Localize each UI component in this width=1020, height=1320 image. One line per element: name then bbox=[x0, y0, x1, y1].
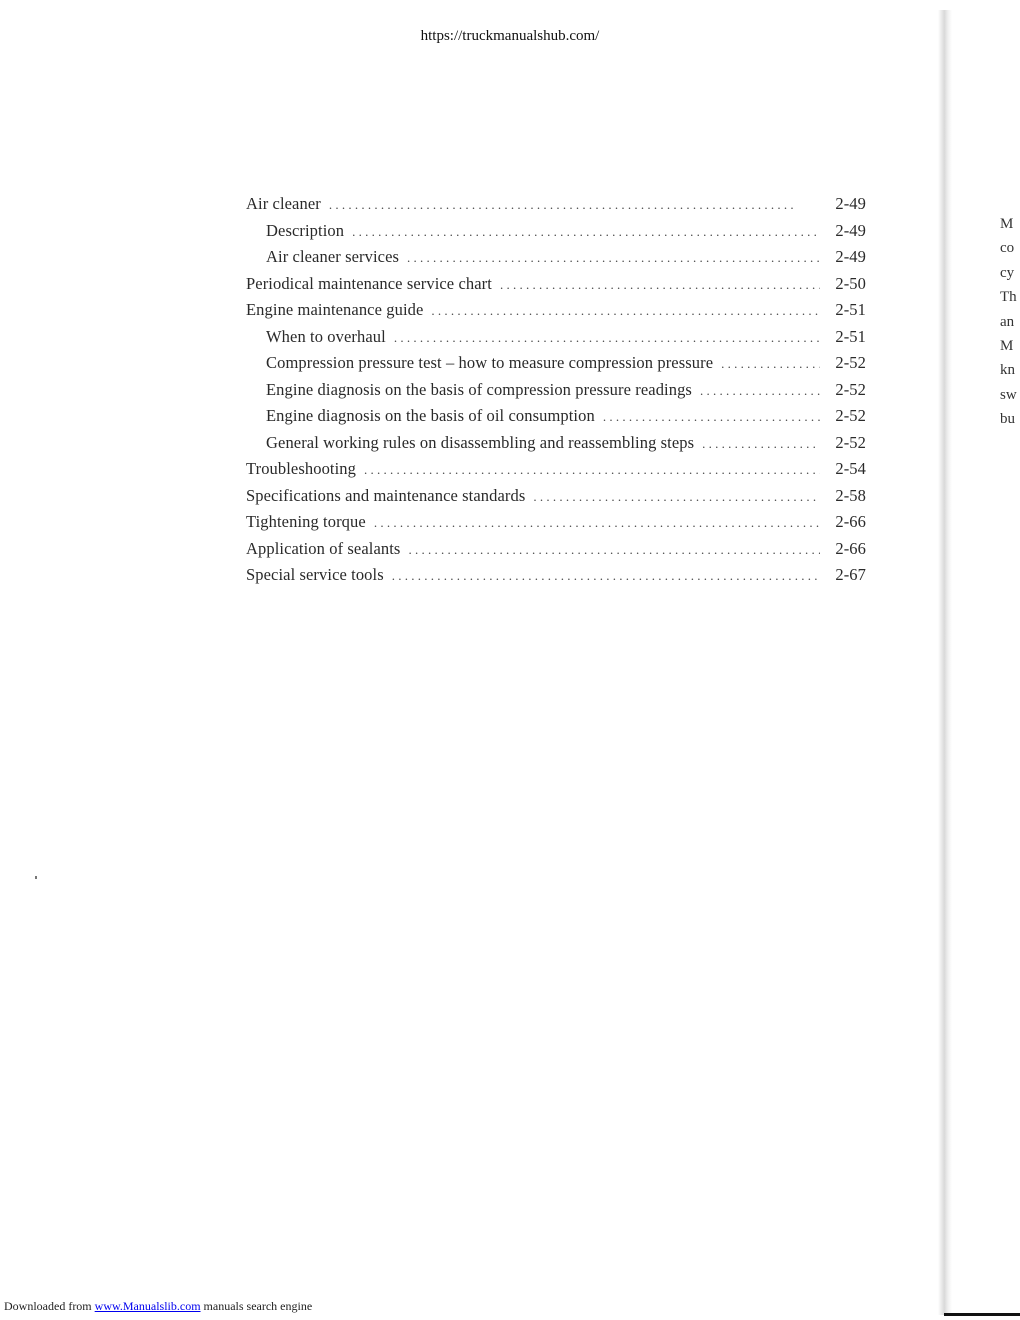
dot-leader bbox=[329, 197, 820, 213]
facing-page-text: cy bbox=[1000, 264, 1015, 281]
toc-entry-tightening-torque bbox=[246, 512, 866, 539]
toc-entry-title: Engine maintenance guide bbox=[246, 300, 424, 319]
toc-entry-page: 2-52 bbox=[835, 406, 866, 425]
toc-entry-page: 2-67 bbox=[835, 565, 866, 584]
dot-leader bbox=[702, 436, 820, 452]
dot-leader bbox=[721, 356, 820, 372]
toc-entry-troubleshooting bbox=[246, 459, 866, 486]
toc-entry-page: 2-50 bbox=[835, 273, 866, 293]
toc-entry-title: Specifications and maintenance standards bbox=[246, 485, 526, 505]
toc-entry-title: Special service tools bbox=[246, 565, 384, 584]
toc-entry-title: Engine diagnosis on the basis of compression pressure readings bbox=[266, 379, 692, 399]
toc-entry-diagnosis-compression bbox=[246, 380, 866, 407]
facing-page-text: M bbox=[1000, 338, 1014, 355]
toc-entry-title: Air cleaner services bbox=[266, 247, 400, 266]
toc-entry-page: 2-51 bbox=[835, 300, 866, 319]
toc-entry-description bbox=[246, 221, 866, 248]
toc-entry-title: When to overhaul bbox=[266, 326, 386, 346]
dot-leader bbox=[603, 409, 820, 425]
manualslib-link[interactable]: www.Manualslib.com bbox=[94, 1299, 201, 1313]
dot-leader bbox=[392, 568, 820, 584]
footer-prefix: Downloaded from bbox=[4, 1299, 92, 1313]
toc-entry-air-cleaner-services bbox=[246, 247, 866, 274]
toc-entry-title: Tightening torque bbox=[246, 512, 366, 531]
toc-entry-air-cleaner bbox=[246, 194, 866, 221]
toc-entry-page: 2-49 bbox=[835, 220, 866, 240]
toc-entry-general-working-rules bbox=[246, 433, 866, 460]
facing-page-text: an bbox=[1000, 313, 1015, 330]
dot-leader bbox=[394, 330, 820, 346]
facing-page-text: Th bbox=[1000, 289, 1017, 306]
toc-entry-engine-maintenance-guide bbox=[246, 300, 866, 327]
facing-page-text: M bbox=[1000, 216, 1014, 232]
toc-entry-title: Engine diagnosis on the basis of oil consumption bbox=[266, 406, 595, 425]
dot-leader bbox=[533, 489, 820, 505]
toc-entry-title: Periodical maintenance service chart bbox=[246, 273, 492, 293]
dot-leader bbox=[407, 250, 820, 266]
dot-leader bbox=[500, 277, 820, 293]
toc-entry-title: Description bbox=[266, 220, 345, 240]
footer-suffix: manuals search engine bbox=[203, 1299, 313, 1313]
facing-page-text: sw bbox=[1000, 386, 1017, 403]
dot-leader bbox=[352, 224, 820, 240]
toc-entry-page: 2-49 bbox=[835, 194, 866, 213]
download-footer bbox=[4, 1299, 312, 1314]
toc-entry-when-to-overhaul bbox=[246, 327, 866, 354]
toc-entry-page: 2-52 bbox=[835, 379, 866, 399]
table-of-contents bbox=[246, 194, 866, 592]
dot-leader bbox=[364, 462, 820, 478]
toc-entry-diagnosis-oil bbox=[246, 406, 866, 433]
toc-entry-page: 2-58 bbox=[835, 485, 866, 505]
toc-entry-title: Troubleshooting bbox=[246, 459, 356, 478]
toc-entry-page: 2-66 bbox=[835, 512, 866, 531]
book-spine-shadow bbox=[938, 10, 952, 1315]
facing-page-text: bu bbox=[1000, 411, 1015, 428]
toc-entry-periodical-maintenance bbox=[246, 274, 866, 301]
header-url: https://truckmanualshub.com/ bbox=[420, 28, 600, 44]
toc-entry-application-of-sealants bbox=[246, 539, 866, 566]
facing-page-text: kn bbox=[1000, 362, 1015, 379]
toc-entry-page: 2-66 bbox=[835, 538, 866, 558]
toc-entry-page: 2-52 bbox=[835, 432, 866, 452]
dot-leader bbox=[374, 515, 820, 531]
toc-entry-page: 2-52 bbox=[835, 353, 866, 372]
facing-page-text: co bbox=[1000, 240, 1015, 257]
toc-entry-title: General working rules on disassembling and reassembling steps bbox=[266, 432, 695, 452]
toc-entry-page: 2-49 bbox=[835, 247, 866, 266]
toc-entry-page: 2-54 bbox=[835, 459, 866, 478]
dot-leader bbox=[700, 383, 820, 399]
toc-entry-specifications bbox=[246, 486, 866, 513]
dot-leader bbox=[431, 303, 820, 319]
scan-speck bbox=[35, 876, 37, 879]
toc-entry-title: Compression pressure test – how to measure compression pressure bbox=[266, 353, 714, 372]
toc-entry-special-service-tools bbox=[246, 565, 866, 592]
toc-entry-page: 2-51 bbox=[835, 326, 866, 346]
toc-entry-title: Air cleaner bbox=[246, 194, 321, 213]
page-edge-rule bbox=[944, 1313, 1020, 1316]
toc-entry-compression-pressure-test bbox=[246, 353, 866, 380]
dot-leader bbox=[408, 542, 820, 558]
facing-page-fragment bbox=[1000, 212, 1020, 432]
toc-entry-title: Application of sealants bbox=[246, 538, 401, 558]
